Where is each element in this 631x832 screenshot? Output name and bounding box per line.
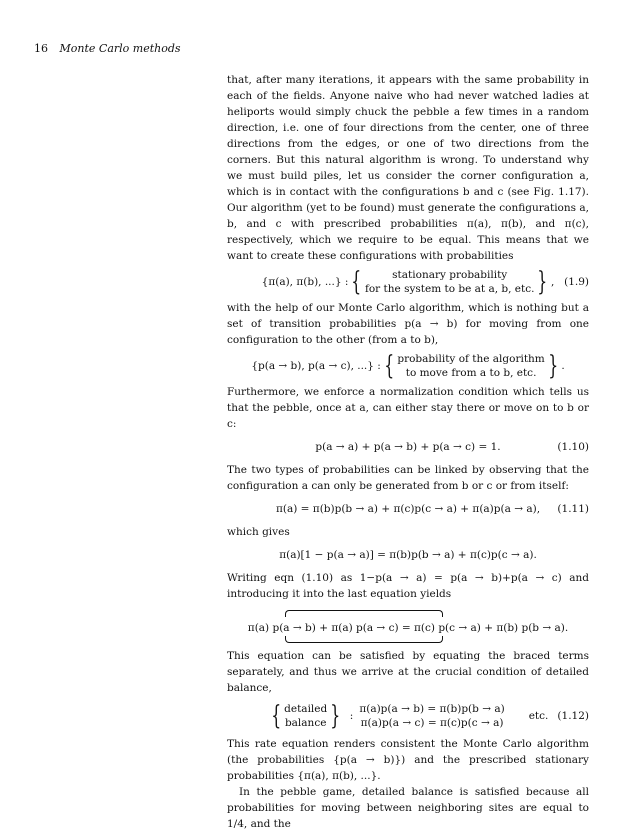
eqgives-text: π(a)[1 − p(a → a)] = π(b)p(b → a) + π(c)p(c → a).	[279, 549, 537, 561]
equation-1-10	[227, 436, 589, 458]
left-brace-icon: {	[270, 701, 281, 731]
right-brace-icon: }	[537, 267, 548, 297]
eqyields-text: π(a) p(a → b) + π(a) p(a → c) = π(c) p(c → a) + π(b) p(b → a).	[247, 622, 569, 634]
left-brace-icon: {	[351, 267, 362, 297]
eq19-tail: ,	[551, 276, 555, 288]
eqtrans-line1: probability of the algorithm	[397, 353, 545, 365]
word-balance: balance	[284, 717, 327, 729]
equation-1-12	[227, 702, 589, 730]
equation-yields	[227, 608, 589, 642]
paragraph-5: which gives	[227, 526, 290, 538]
eq112-line1: π(a)p(a → b) = π(b)p(b → a)	[359, 703, 505, 715]
running-header	[34, 42, 181, 55]
eq19-stack	[365, 268, 535, 296]
paragraph-6: Writing eqn (1.10) as 1−p(a → a) = p(a → b)+p(a → c) and introducing it into the last equation yields	[227, 572, 589, 600]
right-brace-icon: }	[548, 351, 559, 381]
paragraph-3: Furthermore, we enforce a normalization condition which tells us that the pebble, once at a, can either stay there or move on to b or c:	[227, 386, 589, 430]
detailed-balance-label	[284, 702, 327, 730]
right-brace-icon: }	[330, 701, 341, 731]
equation-gives	[227, 544, 589, 566]
eq19-lhs: {π(a), π(b), ...} :	[261, 276, 349, 288]
eq19-line2: for the system to be at a, b, etc.	[364, 283, 535, 295]
eq111-text: π(a) = π(b)p(b → a) + π(c)p(c → a) + π(a)p(a → a),	[275, 503, 541, 515]
eq19-number: (1.9)	[564, 276, 589, 288]
eq112-etc: etc.	[528, 710, 549, 722]
paragraph-1: that, after many iterations, it appears with the same probability in each of the fields. Anyone naive who had never watched ladies at heliports would simply chuck the pebble a few times in a random direction, i.e. one of four directions from the center, one of three directions from the edges, or one of two directions from the corners. But this natural algorithm is wrong. To understand why we must build piles, let us consider the corner configuration a, which is in contact with the configurations b and c (see Fig. 1.17). Our algorithm (yet to be found) must generate the configurations a, b, and c with prescribed probabilities π(a), π(b), and π(c), respectively, which we require to be equal. This means that we want to create these configurations with probabilities	[227, 74, 589, 262]
eqtrans-line2: to move from a to b, etc.	[405, 367, 537, 379]
eq110-number: (1.10)	[557, 441, 589, 453]
equation-1-11	[227, 498, 589, 520]
eq112-line2: π(a)p(a → c) = π(c)p(c → a)	[360, 717, 504, 729]
page-number: 16	[34, 42, 48, 55]
left-brace-icon: {	[384, 351, 395, 381]
paragraph-2: with the help of our Monte Carlo algorithm, which is nothing but a set of transition probabilities p(a → b) for moving from one configuration to the other (from a to b),	[227, 302, 589, 346]
eqtrans-stack	[397, 352, 544, 380]
paragraph-4: The two types of probabilities can be linked by observing that the configuration a can only be generated from b or c or from itself:	[227, 464, 589, 492]
overbrace-icon	[285, 610, 443, 617]
paragraph-7: This equation can be satisfied by equating the braced terms separately, and thus we arrive at the crucial condition of detailed balance,	[227, 650, 589, 694]
eqtrans-lhs: {p(a → b), p(a → c), ...} :	[251, 360, 381, 372]
eqtrans-tail: .	[561, 360, 565, 372]
eq19-line1: stationary probability	[392, 269, 508, 281]
eq112-number: (1.12)	[557, 710, 589, 722]
eq112-colon: :	[349, 710, 354, 722]
paragraph-8: This rate equation renders consistent the Monte Carlo algorithm (the probabilities {p(a → b)}) and the prescribed stationary probabilities {π(a), π(b), ...}.	[227, 738, 589, 782]
equation-1-9	[227, 268, 589, 296]
eq111-number: (1.11)	[557, 503, 589, 515]
text-column	[227, 72, 589, 832]
eq110-text: p(a → a) + p(a → b) + p(a → c) = 1.	[315, 441, 501, 453]
word-detailed: detailed	[284, 703, 328, 715]
equation-transition	[227, 352, 589, 380]
underbrace-icon	[285, 636, 443, 643]
running-title: Monte Carlo methods	[59, 42, 181, 55]
eq112-stack	[359, 702, 504, 730]
paragraph-9: In the pebble game, detailed balance is satisfied because all probabilities for moving between neighboring sites are equal to 1/4, and the	[227, 786, 589, 830]
